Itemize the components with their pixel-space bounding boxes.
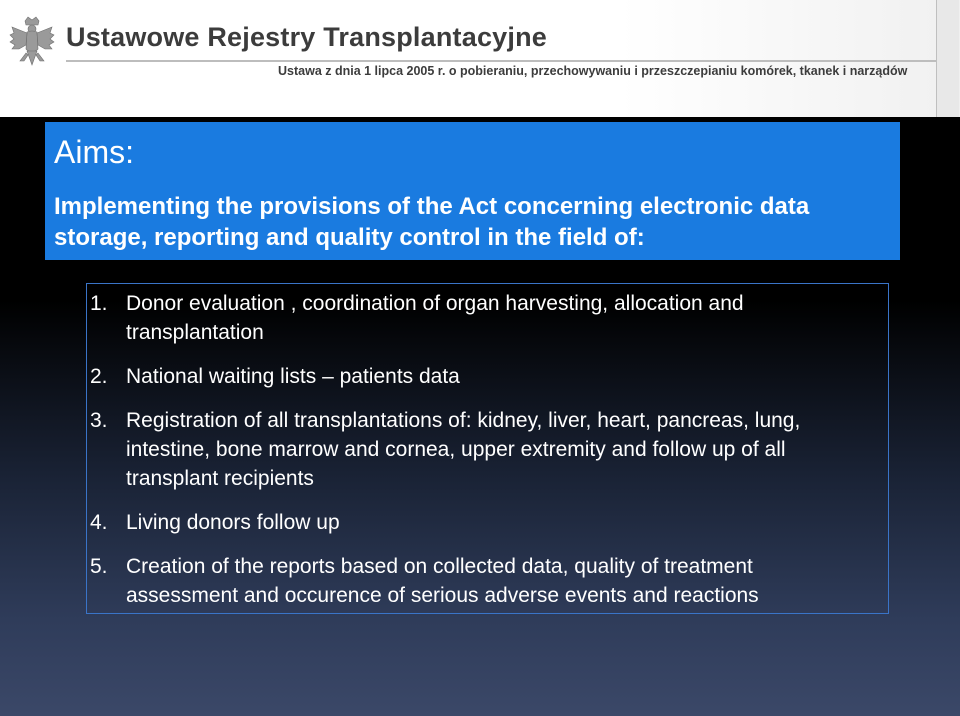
list-item-text: Creation of the reports based on collected data, quality of treatment assessment and occurence of serious adverse events and reactions <box>126 555 759 607</box>
list-item-number: 3. <box>90 409 108 432</box>
list-item-number: 1. <box>90 292 108 315</box>
list-item <box>90 406 870 493</box>
list-item <box>90 289 870 347</box>
list-item-text: National waiting lists – patients data <box>126 365 460 388</box>
header-background <box>0 0 960 117</box>
polish-eagle-emblem-icon <box>8 15 56 79</box>
aims-intro: Implementing the provisions of the Act concerning electronic data storage, reporting and quality control in the field of: <box>54 193 810 251</box>
list-item <box>90 508 870 537</box>
list-item-text: Living donors follow up <box>126 511 340 534</box>
header-side-strip <box>936 0 959 117</box>
list-item-text: Donor evaluation , coordination of organ harvesting, allocation and transplantation <box>126 292 744 344</box>
list-item-number: 4. <box>90 511 108 534</box>
list-item-number: 5. <box>90 555 108 578</box>
header-subtitle: Ustawa z dnia 1 lipca 2005 r. o pobieraniu, przechowywaniu i przeszczepianiu komórek, tkanek i narządów <box>278 64 908 78</box>
aims-box <box>45 122 900 260</box>
aims-list-box <box>86 283 889 614</box>
list-item-number: 2. <box>90 365 108 388</box>
header-title: Ustawowe Rejestry Transplantacyjne <box>66 22 547 52</box>
aims-title: Aims: <box>54 134 134 170</box>
slide-header <box>0 0 960 117</box>
list-item <box>90 362 870 391</box>
list-item <box>90 552 870 610</box>
aims-list <box>90 289 870 625</box>
list-item-text: Registration of all transplantations of: kidney, liver, heart, pancreas, lung, intestine, bone marrow and cornea, upper extremity and follow up of all transplant recipients <box>126 409 801 490</box>
header-divider <box>66 60 956 62</box>
